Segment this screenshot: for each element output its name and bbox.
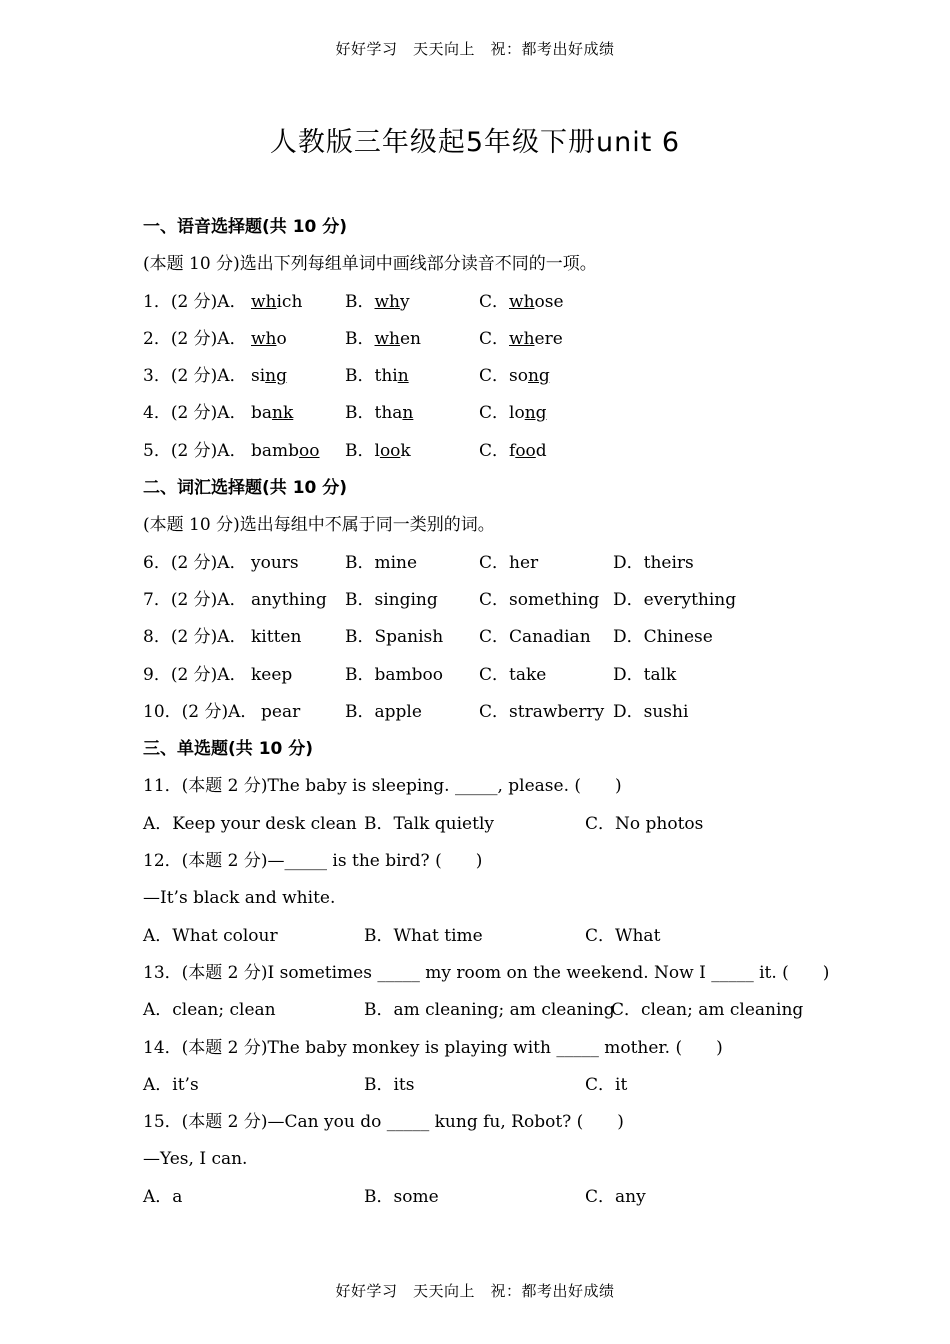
option: B．bamboo [345,664,443,685]
option [345,287,410,317]
underlined-letters: n [402,403,414,424]
option: B．apple [345,701,422,722]
option: D．theirs [613,552,694,573]
phonics-questions [143,287,843,473]
question-number: 4．(2 分)A． [143,403,247,424]
option-label: C． [479,366,510,387]
question-extra: —It’s black and white. [143,888,336,909]
option-text: d [535,440,547,461]
option: C．No photos [585,813,704,834]
option-text: bamb [251,440,300,461]
options-row [143,809,843,846]
question-row [143,585,843,622]
underlined-letters: oo [299,440,320,461]
option [251,436,320,466]
section-heading: 一、语音选择题(共 10 分) [143,217,348,237]
option: A．it’s [143,1074,199,1095]
option [251,398,293,428]
option: B．What time [364,925,483,946]
option: B．singing [345,589,438,610]
option: D．talk [613,664,677,685]
option-text: si [251,366,266,387]
question-row [143,548,843,585]
question-row [143,398,843,435]
option-text: y [400,291,410,312]
option-text: ich [276,291,303,312]
underlined-letters: ng [524,403,547,424]
underlined-letters: wh [251,328,277,349]
question-number: 10．(2 分)A． [143,701,258,722]
question-number: 9．(2 分)A． [143,664,247,685]
question-row [143,622,843,659]
option: yours [251,552,299,573]
question-stem: 12．(本题 2 分)—_____ is the bird? ( ) [143,851,483,872]
section-instruction: (本题 10 分)选出下列每组单词中画线部分读音不同的一项。 [143,254,597,275]
options-row [143,1182,843,1219]
option: C．her [479,552,539,573]
option: B．Spanish [345,627,444,648]
question-row [143,361,843,398]
option-text: so [509,366,528,387]
option-label: B． [345,366,375,387]
option: B．Talk quietly [364,813,494,834]
option [345,398,413,428]
question-stem: 14．(本题 2 分)The baby monkey is playing with _____ mother. ( ) [143,1037,723,1058]
underlined-letters: nk [272,403,294,424]
option-label: C． [479,440,510,461]
underlined-letters: n [397,366,409,387]
option-text: f [509,440,516,461]
option-text: o [276,328,287,349]
underlined-letters: ng [527,366,550,387]
section-heading: 二、词汇选择题(共 10 分) [143,478,348,499]
option [479,398,547,428]
option: C．strawberry [479,701,605,722]
option [345,361,409,391]
underlined-letters: wh [251,291,277,312]
question-row [143,287,843,324]
option: B．some [364,1186,439,1207]
option: B．am cleaning; am cleaning [364,1000,615,1021]
option: C．Canadian [479,627,591,648]
options-row [143,995,843,1032]
option-label: B． [345,291,375,312]
option: C．What [585,925,661,946]
option-label: C． [479,328,510,349]
option: anything [251,589,327,610]
option-text: en [400,328,422,349]
question-row [143,324,843,361]
question-number: 2．(2 分)A． [143,328,247,349]
underlined-letters: oo [379,440,401,461]
question-number: 8．(2 分)A． [143,627,247,648]
question-number: 5．(2 分)A． [143,440,247,461]
option-label: B． [345,440,375,461]
question-number: 1．(2 分)A． [143,291,247,312]
option-text: thi [374,366,398,387]
option-label: C． [479,291,510,312]
option [345,436,411,466]
question-number: 6．(2 分)A． [143,552,247,573]
option: C．clean; am cleaning [611,1000,804,1021]
option: A．a [143,1186,183,1207]
underlined-letters: wh [374,291,400,312]
option-label: B． [345,328,375,349]
underlined-letters: oo [515,440,536,461]
option [251,324,287,354]
question-number: 3．(2 分)A． [143,366,247,387]
options-row [143,1070,843,1107]
option: D．sushi [613,701,689,722]
question-extra: —Yes, I can. [143,1149,248,1170]
option-text: tha [374,403,403,424]
option [479,324,563,354]
option: B．mine [345,552,418,573]
option: keep [251,664,293,685]
question-stem: 13．(本题 2 分)I sometimes _____ my room on the weekend. Now I _____ it. ( ) [143,962,830,983]
question-stem: 11．(本题 2 分)The baby is sleeping. _____, please. ( ) [143,776,622,797]
option: A．clean; clean [143,1000,276,1021]
option-text: lo [509,403,525,424]
multiple-choice-questions [143,771,843,1219]
page-footer: 好好学习 天天向上 祝：都考出好成绩 [335,1282,615,1300]
section-heading: 三、单选题(共 10 分) [143,739,314,760]
option: A．Keep your desk clean [143,813,357,834]
exam-content [143,212,843,1219]
underlined-letters: wh [509,328,535,349]
option [479,287,564,317]
option [251,287,302,317]
option: B．its [364,1074,415,1095]
option: A．What colour [143,925,278,946]
options-row [143,921,843,958]
option: C．it [585,1074,628,1095]
option: D．Chinese [613,627,713,648]
underlined-letters: wh [374,328,400,349]
option-text: l [374,440,380,461]
option [479,436,547,466]
page-header: 好好学习 天天向上 祝：都考出好成绩 [335,40,615,58]
underlined-letters: ng [265,366,288,387]
option [479,361,550,391]
option-label: C． [479,403,510,424]
question-row [143,436,843,473]
option-text: ba [251,403,273,424]
question-stem: 15．(本题 2 分)—Can you do _____ kung fu, Robot? ( ) [143,1112,624,1133]
option: D．everything [613,589,737,610]
question-number: 7．(2 分)A． [143,589,247,610]
document-title: 人教版三年级起5年级下册unit 6 [269,127,681,158]
underlined-letters: wh [509,291,535,312]
option-text: k [400,440,411,461]
option: kitten [251,627,302,648]
option-label: B． [345,403,375,424]
option [345,324,421,354]
question-row [143,660,843,697]
option [251,361,287,391]
section-instruction: (本题 10 分)选出每组中不属于同一类别的词。 [143,515,495,536]
option-text: ere [534,328,563,349]
vocabulary-questions [143,548,843,734]
option: pear [261,701,301,722]
option-text: ose [534,291,564,312]
option: C．any [585,1186,646,1207]
option: C．take [479,664,547,685]
option: C．something [479,589,600,610]
question-row [143,697,843,734]
